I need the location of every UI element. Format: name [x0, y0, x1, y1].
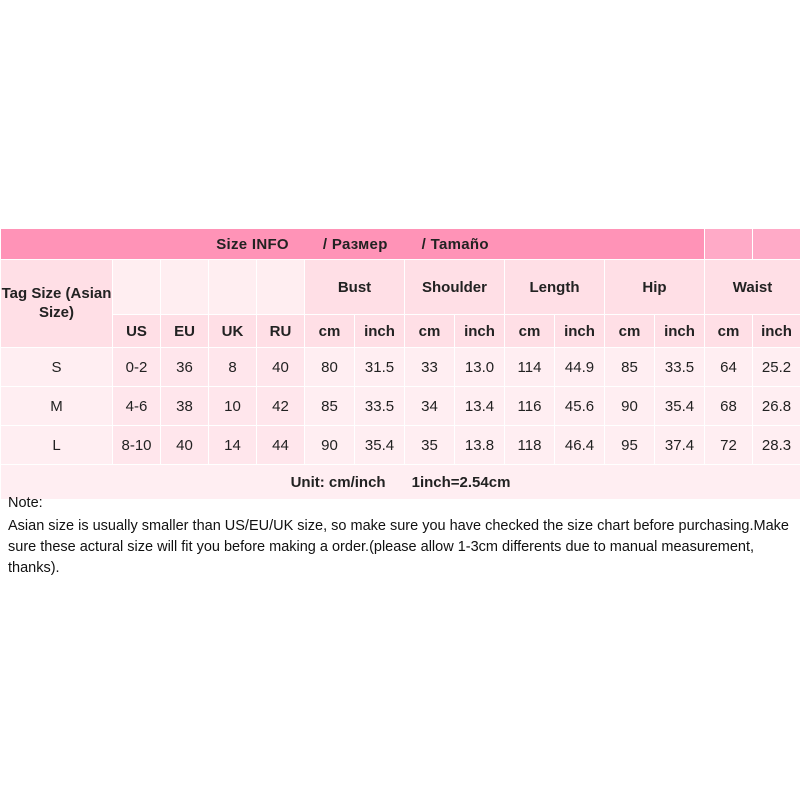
- row-shoulder-cm: 34: [405, 387, 455, 426]
- size-chart-table: [0, 228, 800, 500]
- title-band: [1, 229, 705, 260]
- title-razmer: / Размер: [322, 235, 388, 253]
- title-band-row: [1, 229, 800, 260]
- header-blank-uk: [209, 260, 257, 315]
- title-tamano: / Tamaño: [421, 235, 489, 253]
- header-us: US: [113, 315, 161, 348]
- header-blank-ru: [257, 260, 305, 315]
- row-length-inch: 46.4: [555, 426, 605, 465]
- row-waist-cm: 68: [705, 387, 753, 426]
- size-chart-table-container: [0, 228, 800, 500]
- row-waist-inch: 28.3: [753, 426, 800, 465]
- row-shoulder-cm: 33: [405, 348, 455, 387]
- row-tag-size: M: [1, 387, 113, 426]
- header-waist-inch: inch: [753, 315, 800, 348]
- row-shoulder-inch: 13.8: [455, 426, 505, 465]
- row-bust-cm: 90: [305, 426, 355, 465]
- header-group-row: [1, 260, 800, 315]
- table-row: [1, 426, 800, 465]
- header-blank-us: [113, 260, 161, 315]
- header-uk: UK: [209, 315, 257, 348]
- header-shoulder-cm: cm: [405, 315, 455, 348]
- row-eu: 36: [161, 348, 209, 387]
- row-ru: 40: [257, 348, 305, 387]
- row-ru: 44: [257, 426, 305, 465]
- header-ru: RU: [257, 315, 305, 348]
- row-length-cm: 114: [505, 348, 555, 387]
- row-length-cm: 118: [505, 426, 555, 465]
- row-uk: 10: [209, 387, 257, 426]
- row-us: 0-2: [113, 348, 161, 387]
- header-length-cm: cm: [505, 315, 555, 348]
- row-waist-cm: 72: [705, 426, 753, 465]
- header-eu: EU: [161, 315, 209, 348]
- row-hip-cm: 90: [605, 387, 655, 426]
- header-waist-cm: cm: [705, 315, 753, 348]
- row-eu: 38: [161, 387, 209, 426]
- row-waist-cm: 64: [705, 348, 753, 387]
- row-uk: 8: [209, 348, 257, 387]
- header-group-bust: Bust: [305, 260, 405, 315]
- table-row: [1, 387, 800, 426]
- row-waist-inch: 25.2: [753, 348, 800, 387]
- note-block: [0, 487, 800, 579]
- row-hip-inch: 37.4: [655, 426, 705, 465]
- header-bust-cm: cm: [305, 315, 355, 348]
- unit-conversion: 1inch=2.54cm: [411, 473, 511, 491]
- row-tag-size: S: [1, 348, 113, 387]
- header-tag-size: Tag Size (Asian Size): [1, 260, 113, 348]
- row-hip-inch: 33.5: [655, 348, 705, 387]
- header-bust-inch: inch: [355, 315, 405, 348]
- row-eu: 40: [161, 426, 209, 465]
- header-group-waist: Waist: [705, 260, 800, 315]
- row-bust-inch: 33.5: [355, 387, 405, 426]
- row-ru: 42: [257, 387, 305, 426]
- row-uk: 14: [209, 426, 257, 465]
- note-label: Note:: [8, 495, 43, 511]
- header-group-shoulder: Shoulder: [405, 260, 505, 315]
- header-shoulder-inch: inch: [455, 315, 505, 348]
- row-bust-cm: 85: [305, 387, 355, 426]
- header-length-inch: inch: [555, 315, 605, 348]
- title-size-info: Size INFO: [216, 235, 289, 253]
- row-hip-cm: 85: [605, 348, 655, 387]
- row-us: 4-6: [113, 387, 161, 426]
- row-hip-inch: 35.4: [655, 387, 705, 426]
- row-hip-cm: 95: [605, 426, 655, 465]
- table-row: [1, 348, 800, 387]
- row-bust-cm: 80: [305, 348, 355, 387]
- header-hip-inch: inch: [655, 315, 705, 348]
- row-length-inch: 45.6: [555, 387, 605, 426]
- row-length-cm: 116: [505, 387, 555, 426]
- header-blank-eu: [161, 260, 209, 315]
- row-us: 8-10: [113, 426, 161, 465]
- row-bust-inch: 31.5: [355, 348, 405, 387]
- header-group-length: Length: [505, 260, 605, 315]
- title-band-filler-1: [705, 229, 753, 260]
- header-hip-cm: cm: [605, 315, 655, 348]
- header-unit-row: [1, 315, 800, 348]
- row-bust-inch: 35.4: [355, 426, 405, 465]
- unit-label: Unit: cm/inch: [290, 473, 386, 491]
- row-shoulder-cm: 35: [405, 426, 455, 465]
- row-shoulder-inch: 13.4: [455, 387, 505, 426]
- row-tag-size: L: [1, 426, 113, 465]
- row-shoulder-inch: 13.0: [455, 348, 505, 387]
- row-waist-inch: 26.8: [753, 387, 800, 426]
- row-length-inch: 44.9: [555, 348, 605, 387]
- header-group-hip: Hip: [605, 260, 705, 315]
- note-body: Asian size is usually smaller than US/EU/UK size, so make sure you have checked the size chart before purchasing.Make sure these actural size will fit you before making a order.(please allow 1-3cm differents due to manual measurement, thanks).: [8, 518, 789, 577]
- title-band-filler-2: [753, 229, 800, 260]
